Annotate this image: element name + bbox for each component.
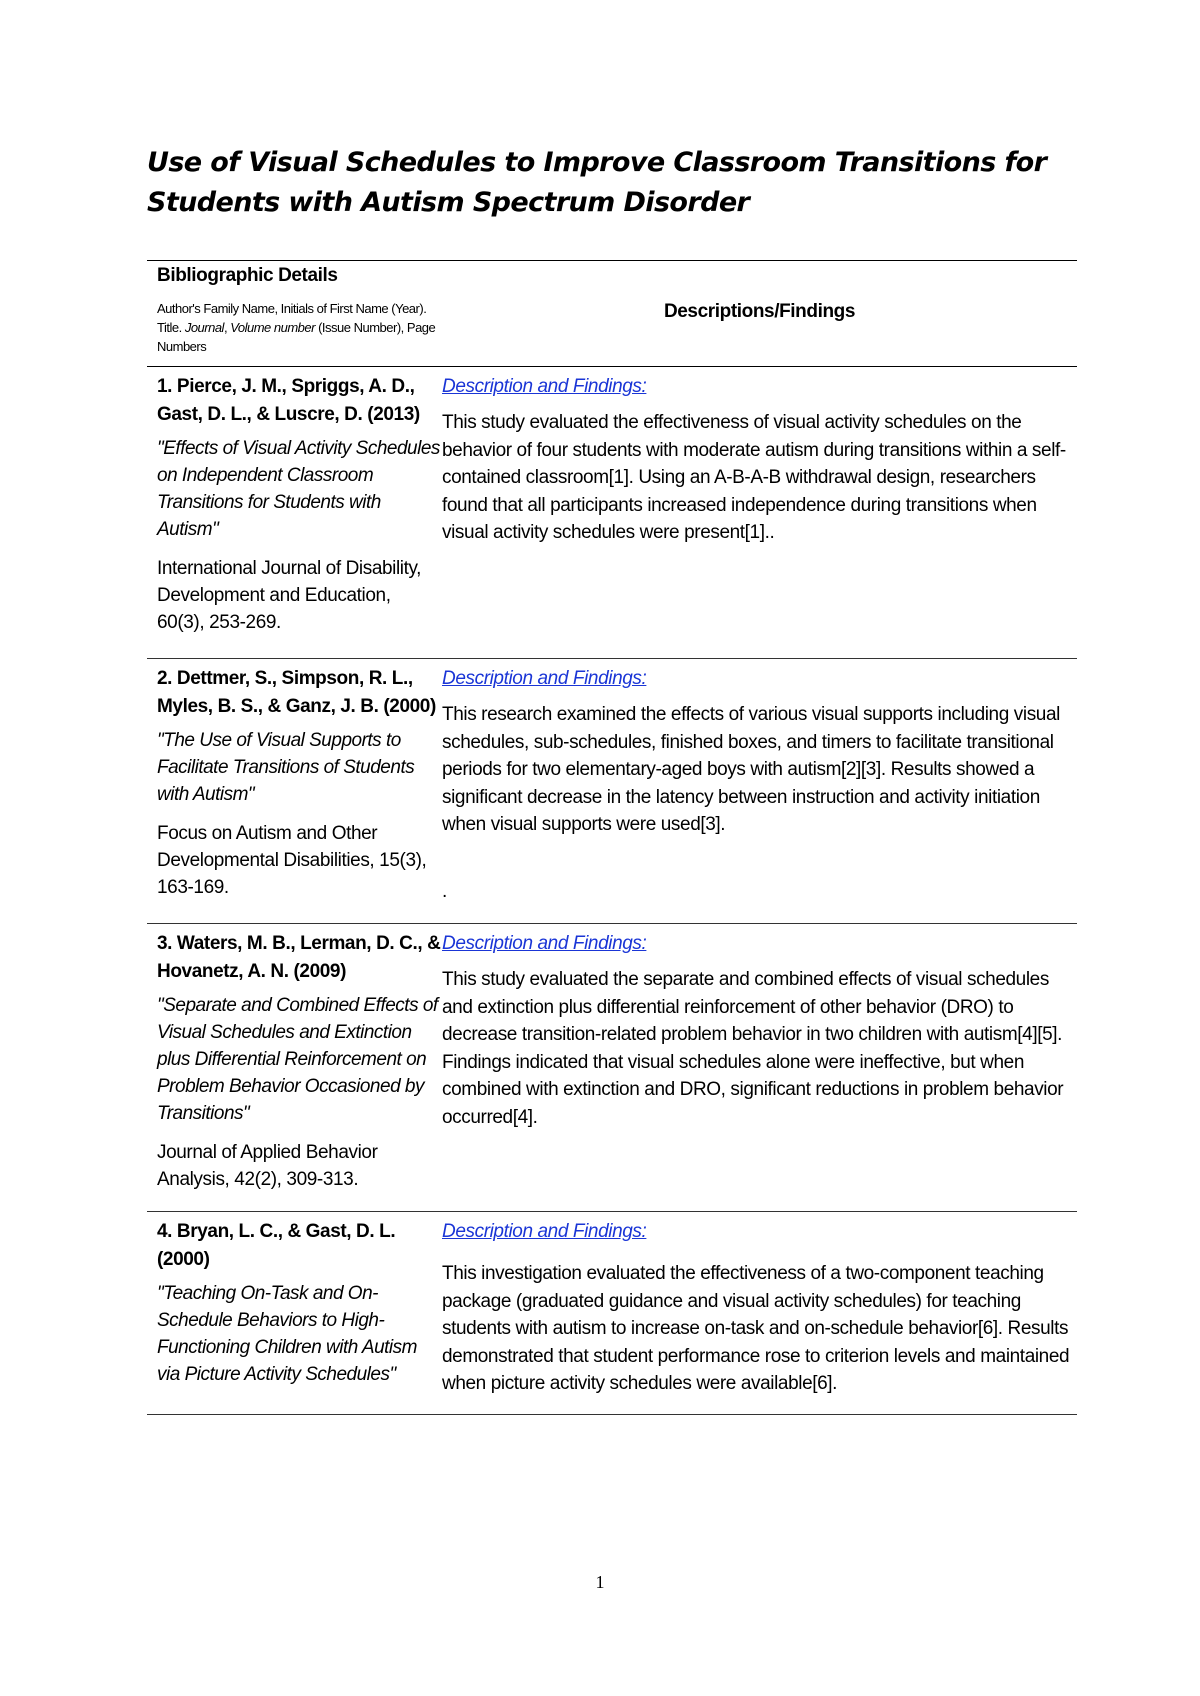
document-title: Use of Visual Schedules to Improve Classroom Transitions for Students with Autism Spectrum Disorder (147, 147, 1047, 218)
citation-cell (147, 924, 442, 1212)
literature-table (147, 260, 1077, 1415)
citation-authors: 2. Dettmer, S., Simpson, R. L., Myles, B. S., & Ganz, J. B. (2000) (157, 668, 436, 717)
table-row (147, 659, 1077, 924)
description-findings-link[interactable]: Description and Findings: (442, 933, 647, 954)
guide-journal: Journal (184, 320, 224, 335)
table-row (147, 924, 1077, 1212)
citation-format-guide (157, 299, 442, 356)
citation-title: "The Use of Visual Supports to Facilitate Transitions of Students with Autism" (157, 730, 415, 805)
citation-authors: 4. Bryan, L. C., & Gast, D. L. (2000) (157, 1221, 396, 1270)
guide-part-1: Author's Family Name, Initials of First Name (Year). Title. (157, 301, 427, 335)
table-row (147, 367, 1077, 659)
citation-title: "Teaching On-Task and On-Schedule Behaviors to High-Functioning Children with Autism via Picture Activity Schedules" (157, 1283, 417, 1385)
citation-title: "Separate and Combined Effects of Visual Schedules and Extinction plus Differential Reinforcement on Problem Behavior Occasioned by Transitions" (157, 995, 438, 1124)
table-header-row (147, 261, 1077, 367)
guide-volume: Volume number (230, 320, 315, 335)
citation-journal: Journal of Applied Behavior Analysis, 42(2), 309-313. (157, 1142, 378, 1190)
page-number: 1 (595, 1572, 605, 1592)
description-text: This study evaluated the effectiveness of visual activity schedules on the behavior of four students with moderate autism during transitions within a self-contained classroom[1]. Using an A-B-A-B withdrawal design, researchers found that all participants increased independence during transitions when visual activity schedules were present[1].. (442, 412, 1066, 543)
description-text: This investigation evaluated the effectiveness of a two-component teaching package (graduated guidance and visual activity schedules) for teaching students with autism to increase on-task and on-schedule behavior[6]. Results demonstrated that student performance rose to criterion levels and maintained when picture activity schedules were available[6]. (442, 1263, 1070, 1394)
citation-authors: 3. Waters, M. B., Lerman, D. C., & Hovanetz, A. N. (2009) (157, 933, 441, 982)
descriptions-header-cell (442, 261, 1077, 367)
description-cell (442, 1212, 1077, 1415)
citation-journal: International Journal of Disability, Development and Education, 60(3), 253-269. (157, 558, 422, 633)
table-row (147, 1212, 1077, 1415)
description-findings-link[interactable]: Description and Findings: (442, 1221, 647, 1242)
citation-cell (147, 367, 442, 659)
citation-cell (147, 659, 442, 924)
guide-part-2: (Issue Number), Page Numbers (157, 320, 436, 354)
description-cell (442, 924, 1077, 1212)
guide-separator: , (223, 320, 231, 335)
description-trailing-mark: . (442, 880, 448, 902)
description-cell (442, 659, 1077, 924)
bibliographic-details-label: Bibliographic Details (157, 265, 338, 286)
citation-title: "Effects of Visual Activity Schedules on Independent Classroom Transitions for Students with Autism" (157, 438, 440, 540)
description-findings-link[interactable]: Description and Findings: (442, 376, 647, 397)
bibliographic-header-cell (147, 261, 442, 367)
citation-cell (147, 1212, 442, 1415)
description-cell (442, 367, 1077, 659)
citation-journal: Focus on Autism and Other Developmental Disabilities, 15(3), 163-169. (157, 823, 427, 898)
description-text: This study evaluated the separate and combined effects of visual schedules and extinction plus differential reinforcement of other behavior (DRO) to decrease transition-related problem behavior in two children with autism[4][5]. Findings indicated that visual schedules alone were ineffective, but when combined with extinction and DRO, significant reductions in problem behavior occurred[4]. (442, 969, 1064, 1128)
description-text: This research examined the effects of various visual supports including visual schedules, sub-schedules, finished boxes, and timers to facilitate transitional periods for two elementary-aged boys with autism[2][3]. Results showed a significant decrease in the latency between instruction and activity initiation when visual supports were used[3]. (442, 704, 1060, 835)
citation-authors: 1. Pierce, J. M., Spriggs, A. D., Gast, D. L., & Luscre, D. (2013) (157, 376, 420, 425)
descriptions-findings-label: Descriptions/Findings (663, 301, 856, 322)
description-findings-link[interactable]: Description and Findings: (442, 668, 647, 689)
